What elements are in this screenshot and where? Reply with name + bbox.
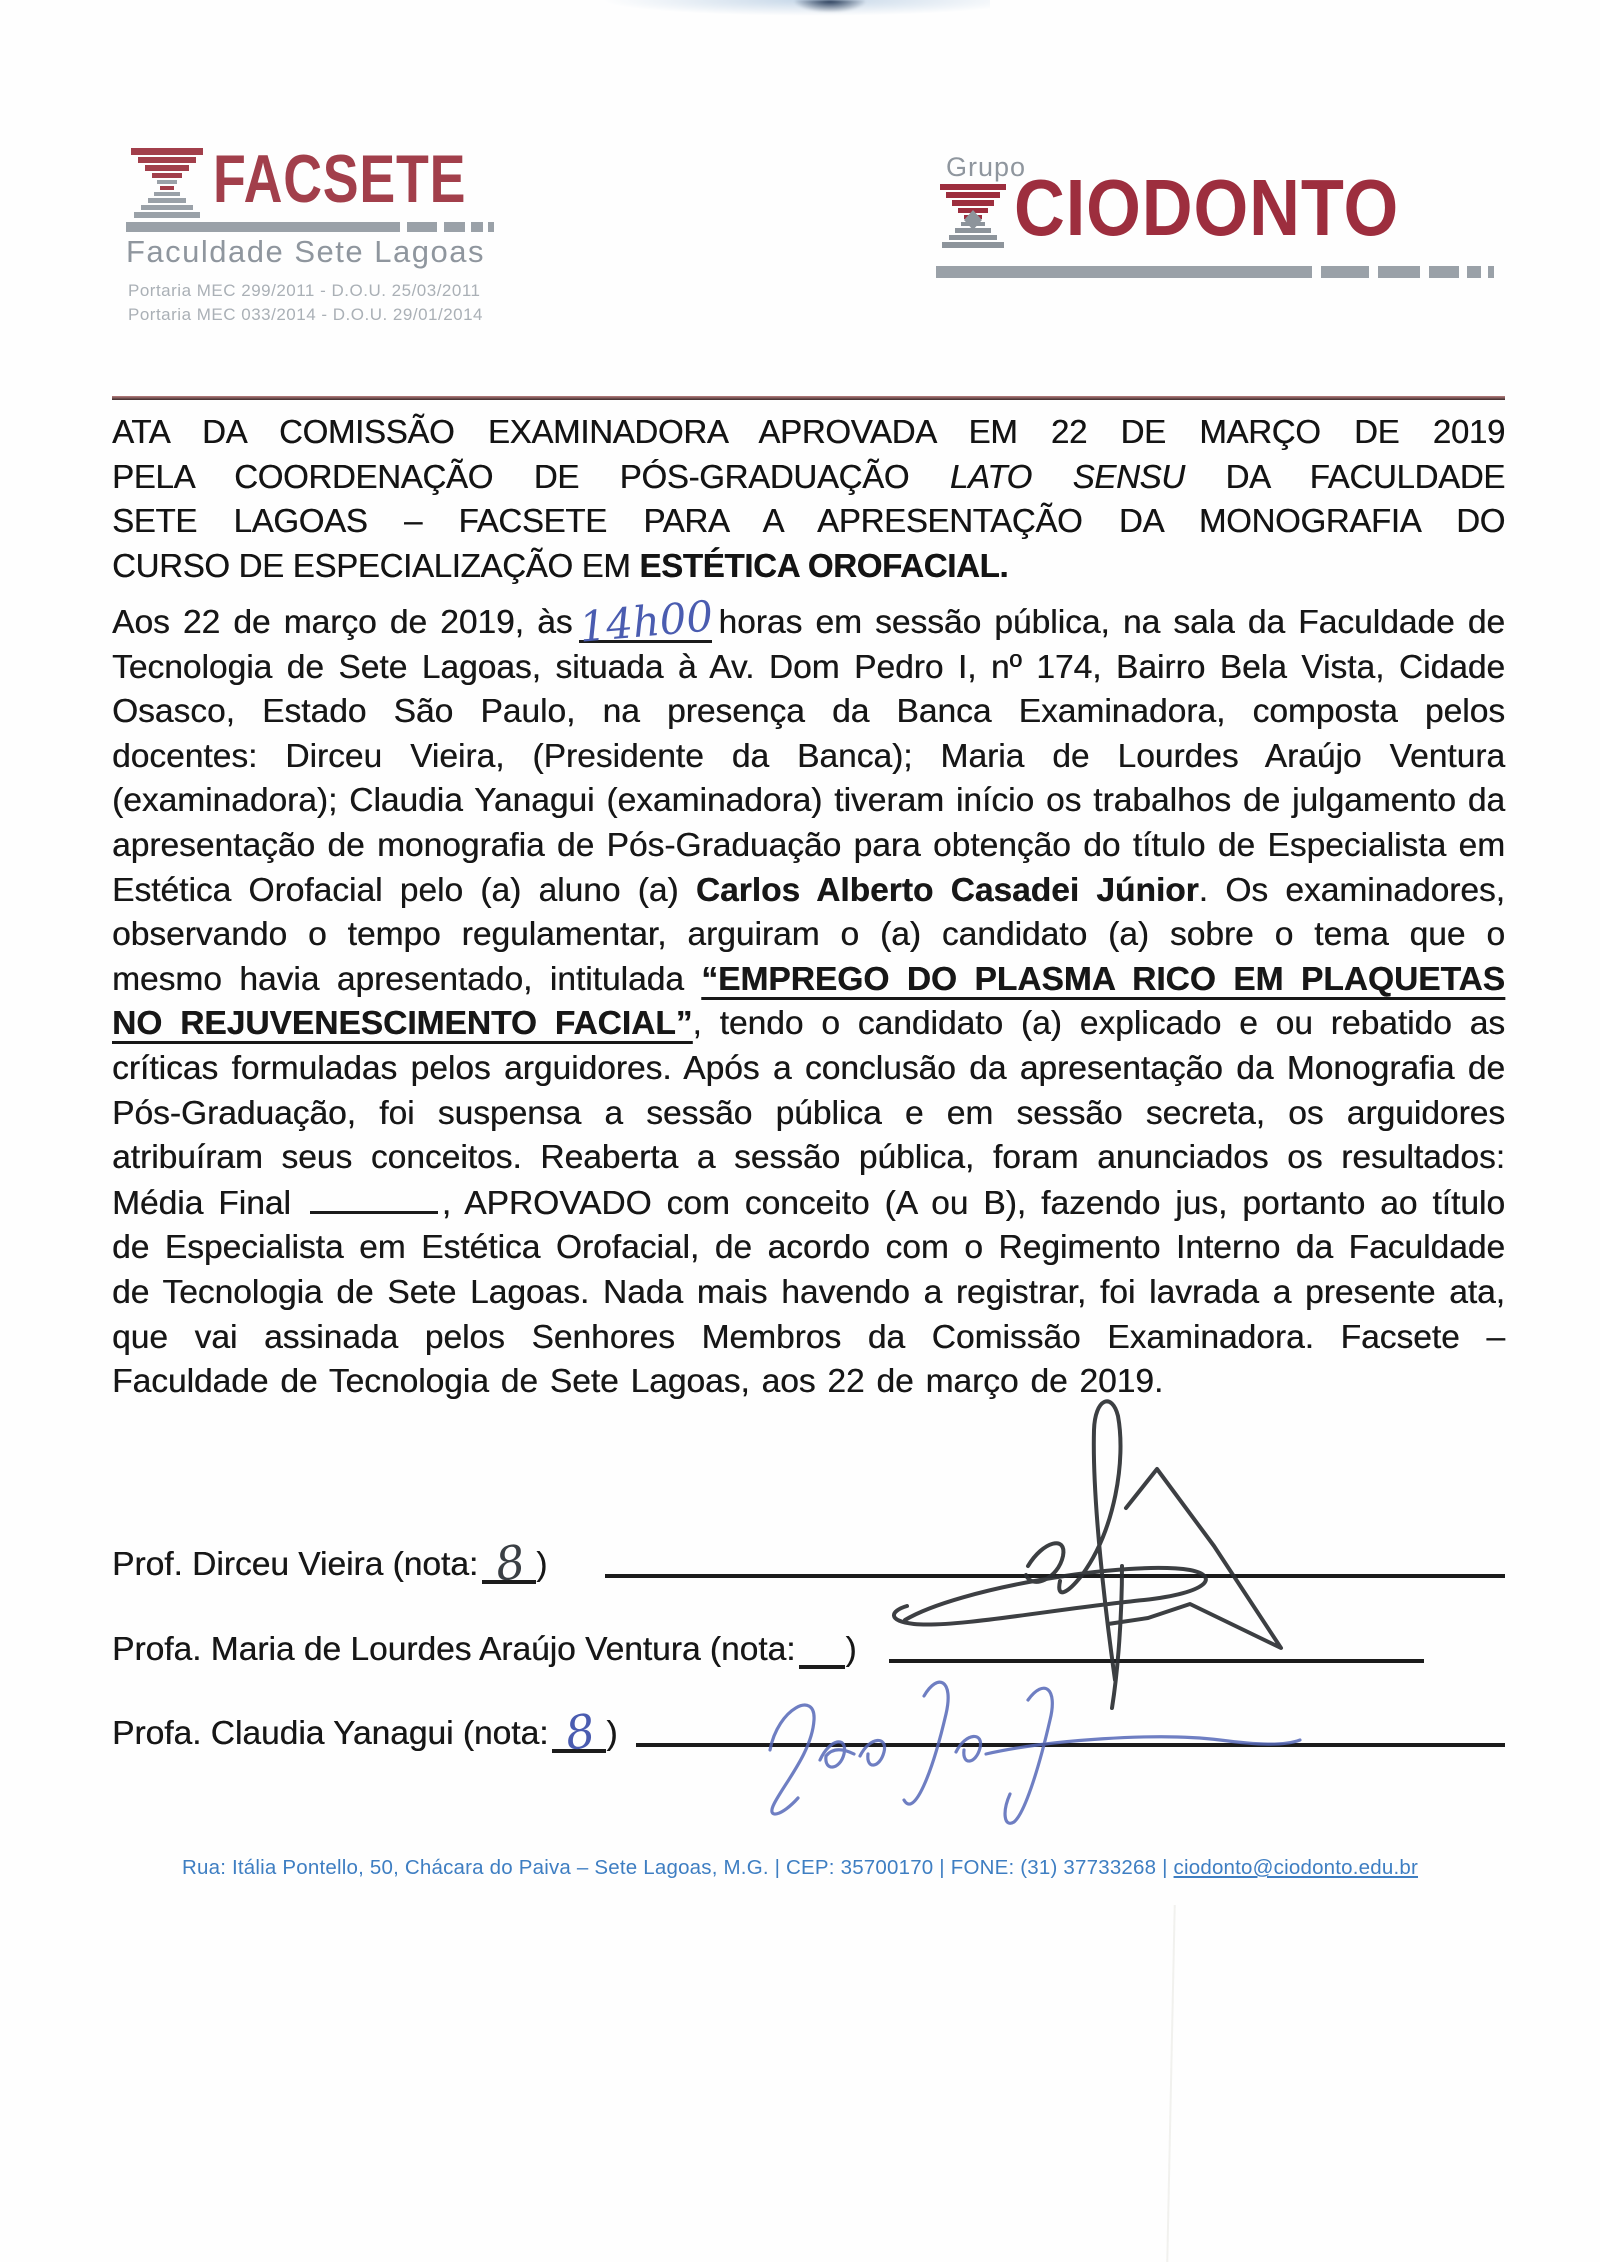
body-run-1: Aos 22 de março de 2019, às xyxy=(112,604,573,641)
nota-blank-dirceu xyxy=(482,1534,536,1592)
body-run-2: horas em sessão pública, na sala da Faculdade de Tecnologia de Sete Lagoas, situada à Av. Dom Pedro I, nº 174, Bairro Bela Vista, Cidade Osasco, Estado São Paulo, na presença da Banca Examinadora, composta pelos docentes: Dirceu Vieira, (Presidente da Banca); Maria de Lourdes Araújo Ventura (examinadora); Claudia Yanagui (examinadora) tiveram início os trabalhos de julgamento da apresentação de monografia de Pós-Graduação para obtenção do título de Especialista em Estética Orofacial pelo (a) aluno (a) xyxy=(112,604,1505,909)
monograph-title: “EMPREGO DO PLASMA RICO EM PLAQUETAS NO REJUVENESCIMENTO FACIAL” xyxy=(112,960,1505,1043)
body-run-6: , tendo o candidato (a) explicado e ou rebatido as críticas formuladas pelos arguidores. Após a conclusão da apresentação da Monografia de Pós-Graduação, foi suspensa a sessão pública e em sessão secreta, os arguidores atribuíram seus conceitos. Reaberta a sessão pública, foram anunciados os resultados: Média Final xyxy=(112,1005,1505,1222)
signature-label-dirceu: Prof. Dirceu Vieira (nota: xyxy=(112,1546,479,1583)
signature-row-dirceu xyxy=(112,1534,1505,1592)
signature-line-claudia xyxy=(636,1739,1505,1747)
paren-claudia: ) xyxy=(606,1715,618,1752)
title-line-1: ATA DA COMISSÃO EXAMINADORA APROVADA EM 22 DE MARÇO DE 2019 xyxy=(112,413,1505,450)
facsete-wordmark: FACSETE xyxy=(213,141,467,217)
title-line-2-text: PELA COORDENAÇÃO DE PÓS-GRADUAÇÃO xyxy=(112,457,950,495)
signature-line-maria xyxy=(889,1655,1424,1663)
facsete-subtitle: Faculdade Sete Lagoas xyxy=(126,234,485,269)
title-line-4-text: CURSO DE ESPECIALIZAÇÃO EM xyxy=(112,546,640,584)
signature-label-maria: Profa. Maria de Lourdes Araújo Ventura (nota: xyxy=(112,1631,796,1668)
paren-dirceu: ) xyxy=(536,1546,548,1583)
handwritten-nota-claudia: 8 xyxy=(561,1703,599,1761)
media-final-blank-line xyxy=(310,1181,438,1214)
facsete-logo-icon xyxy=(126,148,208,218)
handwritten-nota-dirceu: 8 xyxy=(491,1534,528,1592)
title-course-name: ESTÉTICA OROFACIAL. xyxy=(639,546,1009,584)
document-title xyxy=(112,410,1505,588)
paren-maria: ) xyxy=(845,1631,857,1668)
signature-label-claudia: Profa. Claudia Yanagui (nota: xyxy=(112,1715,549,1752)
facsete-portaria-2: Portaria MEC 033/2014 - D.O.U. 29/01/2014 xyxy=(128,305,484,324)
minutes-body-paragraph xyxy=(112,591,1505,1405)
footer-address-line xyxy=(0,1856,1600,1880)
title-line-4 xyxy=(112,544,1505,589)
nota-blank-claudia xyxy=(552,1703,606,1761)
title-top-rule xyxy=(112,396,1505,400)
footer-text: Rua: Itália Pontello, 50, Chácara do Paiva – Sete Lagoas, M.G. | CEP: 35700170 | FONE: (31) 37733268 | xyxy=(182,1856,1174,1879)
nota-blank-maria xyxy=(799,1621,845,1669)
title-line-2 xyxy=(112,455,1505,500)
title-line-2-tail: DA FACULDADE xyxy=(1184,457,1505,495)
signature-row-maria xyxy=(112,1621,1505,1669)
body-run-4: . Os examinadores, observando o tempo regulamentar, arguiram o (a) candidato (a) sobre o tema que o mesmo havia apresentado, intitulada xyxy=(112,871,1505,998)
time-blank-line xyxy=(576,591,715,652)
body-run-7: , APROVADO com conceito (A ou B), fazendo jus, portanto ao título de Especialista em Estética Orofacial, de acordo com o Regimento Interno da Faculdade de Tecnologia de Sete Lagoas. Nada mais havendo a registrar, foi lavrada a presente ata, que vai assinada pelos Senhores Membros da Comissão Examinadora. Facsete – Faculdade de Tecnologia de Sete Lagoas, aos 22 de março de 2019. xyxy=(112,1184,1505,1401)
scan-crease xyxy=(1166,1905,1175,2262)
title-line-3: SETE LAGOAS – FACSETE PARA A APRESENTAÇÃO DA MONOGRAFIA DO xyxy=(112,502,1505,539)
ciodonto-grupo-label: Grupo xyxy=(946,152,1027,182)
title-latin-term: LATO SENSU xyxy=(949,457,1185,495)
signature-line-dirceu xyxy=(605,1570,1505,1578)
footer-email-link[interactable]: ciodonto@ciodonto.edu.br xyxy=(1173,1856,1418,1879)
ciodonto-stripe-bar xyxy=(936,266,1502,278)
scan-smudge-dark xyxy=(795,0,865,12)
handwritten-time: 14h00 xyxy=(576,591,715,652)
ciodonto-wordmark: CIODONTO xyxy=(1014,163,1400,252)
ciodonto-logo-icon xyxy=(938,184,1008,250)
facsete-portaria-1: Portaria MEC 299/2011 - D.O.U. 25/03/2011 xyxy=(128,281,481,300)
facsete-stripe-bar xyxy=(126,222,494,232)
signature-row-claudia xyxy=(112,1703,1505,1761)
student-name: Carlos Alberto Casadei Júnior xyxy=(695,871,1199,909)
